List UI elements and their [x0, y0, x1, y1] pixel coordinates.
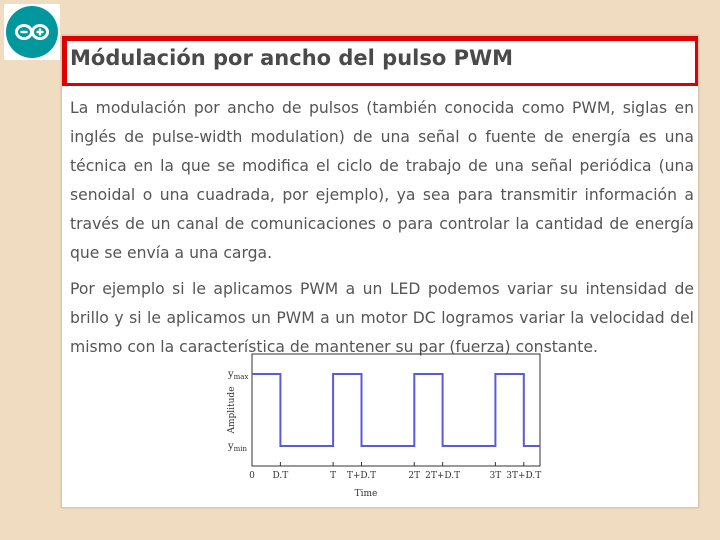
arduino-logo-icon	[4, 4, 60, 60]
y-axis-title: Amplitude	[227, 386, 237, 434]
pwm-series-line	[252, 374, 540, 446]
x-axis-title: Time	[354, 489, 378, 499]
x-tick-label: 3T+D.T	[506, 471, 542, 481]
arduino-logo	[4, 4, 60, 60]
x-tick-label: D.T	[272, 471, 289, 481]
pwm-waveform-chart	[192, 346, 552, 506]
x-tick-label: T+D.T	[346, 471, 377, 481]
y-min-label: $y_{min}$	[228, 441, 248, 453]
y-max-label: $y_{max}$	[228, 369, 249, 381]
title-bar	[62, 36, 698, 86]
x-tick-label: 2T	[408, 471, 421, 481]
x-tick-label: 2T+D.T	[425, 471, 461, 481]
plot-frame	[252, 354, 540, 466]
title-box	[67, 41, 695, 83]
slide-title: Módulación por ancho del pulso PWM	[70, 46, 514, 70]
slide-body	[70, 94, 694, 362]
paragraph-pwm-example: Por ejemplo si le aplicamos PWM a un LED podemos variar su intensidad de brillo y si le aplicamos un PWM a un motor DC logramos variar la velocidad del mismo con la característica de mantener su par (fuerza) constante.	[70, 280, 694, 356]
x-tick-label: T	[330, 471, 337, 481]
x-tick-label: 3T	[489, 471, 502, 481]
slide-card	[61, 35, 699, 508]
paragraph-pwm-definition: La modulación por ancho de pulsos (también conocida como PWM, siglas en inglés de pulse-width modulation) de una señal o fuente de energía es una técnica en la que se modifica el ciclo de trabajo de una señal periódica (una senoidal o una cuadrada, por ejemplo), ya sea para transmitir información a través de un canal de comunicaciones o para controlar la cantidad de energía que se envía a una carga.	[70, 99, 694, 262]
x-tick-label: 0	[249, 471, 255, 481]
